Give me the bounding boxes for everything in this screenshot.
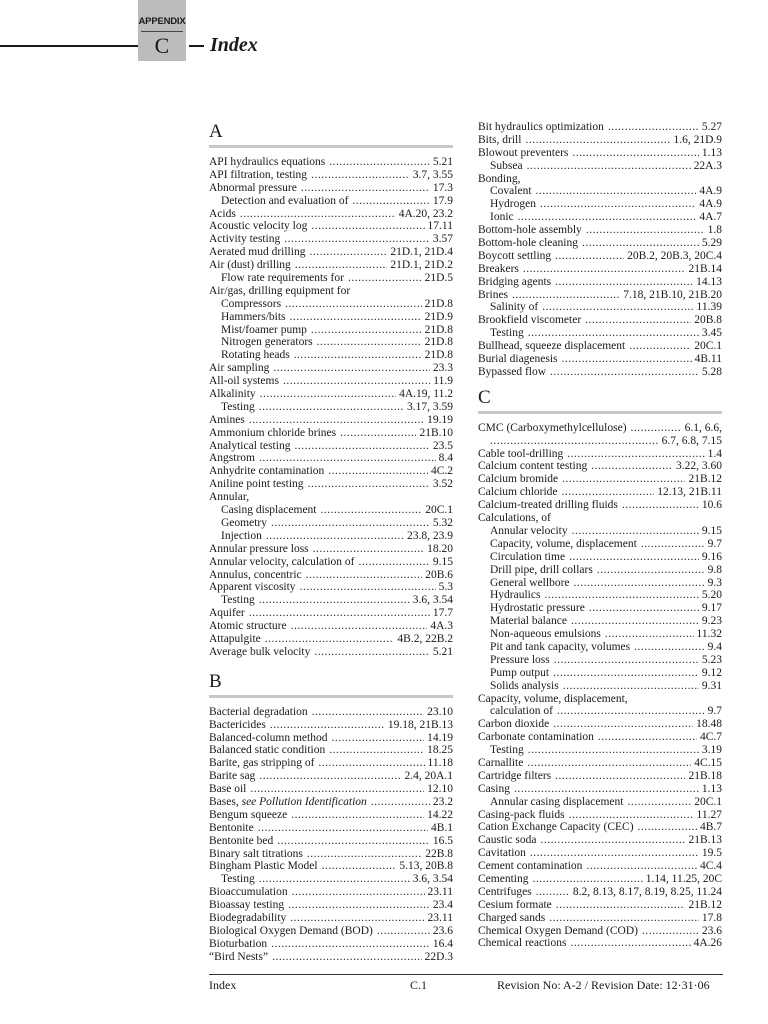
index-entry: Bottom-hole cleaning ..... 5.29: [478, 237, 722, 250]
index-column-right: [478, 121, 722, 950]
index-entry: Casing ..... 1.13: [478, 783, 722, 796]
index-subentry: Rotating heads ..... 21D.8: [209, 349, 453, 362]
index-entry: Bits, drill ..... 1.6, 21D.9: [478, 134, 722, 147]
index-entry: Bioassay testing ..... 23.4: [209, 899, 453, 912]
index-entry: Aerated mud drilling ..... 21D.1, 21D.4: [209, 246, 453, 259]
index-entry: Bottom-hole assembly ..... 1.8: [478, 224, 722, 237]
index-entry: Activity testing ..... 3.57: [209, 233, 453, 246]
index-subentry: General wellbore ..... 9.3: [478, 577, 722, 590]
index-entry: API filtration, testing ..... 3.7, 3.55: [209, 169, 453, 182]
index-entry: Centrifuges ..... 8.2, 8.13, 8.17, 8.19, 8.25, 11.24: [478, 886, 722, 899]
index-subentry: Detection and evaluation of ..... 17.9: [209, 195, 453, 208]
index-entry: Calcium chloride ..... 12.13, 21B.11: [478, 486, 722, 499]
index-subentry: Flow rate requirements for ..... 21D.5: [209, 272, 453, 285]
index-subentry: Solids analysis ..... 9.31: [478, 680, 722, 693]
appendix-letter: C: [154, 33, 170, 58]
index-entry: Cementing ..... 1.14, 11.25, 20C: [478, 873, 722, 886]
index-entry: Charged sands ..... 17.8: [478, 912, 722, 925]
index-entry: Carnallite ..... 4C.15: [478, 757, 722, 770]
index-subentry: Geometry ..... 5.32: [209, 517, 453, 530]
index-entry: Air/gas, drilling equipment for: [209, 284, 351, 297]
index-entry: Alkalinity ..... 4A.19, 11.2: [209, 388, 453, 401]
index-subentry: Hydrostatic pressure ..... 9.17: [478, 602, 722, 615]
index-subentry: Testing ..... 3.6, 3.54: [209, 873, 453, 886]
index-entry: Biological Oxygen Demand (BOD) ..... 23.6: [209, 925, 453, 938]
index-entry: Bengum squeeze ..... 14.22: [209, 809, 453, 822]
footer-section-name: Index: [209, 978, 237, 992]
index-list-a: [209, 156, 453, 659]
index-entry: Barite sag ..... 2.4, 20A.1: [209, 770, 453, 783]
index-entry: Bypassed flow ..... 5.28: [478, 366, 722, 379]
index-subentry: Circulation time ..... 9.16: [478, 551, 722, 564]
index-subentry: Covalent ..... 4A.9: [478, 185, 722, 198]
index-entry: Binary salt titrations ..... 22B.8: [209, 848, 453, 861]
index-entry: Calcium content testing ..... 3.22, 3.60: [478, 460, 722, 473]
index-entry: Bridging agents ..... 14.13: [478, 276, 722, 289]
index-entry: Ammonium chloride brines ..... 21B.10: [209, 427, 453, 440]
index-entry: Cartridge filters ..... 21B.18: [478, 770, 722, 783]
section-rule: [209, 145, 453, 148]
index-entry: Bullhead, squeeze displacement ..... 20C.1: [478, 340, 722, 353]
index-list-c: [478, 422, 722, 951]
index-subentry: Casing displacement ..... 20C.1: [209, 504, 453, 517]
index-entry: Cavitation ..... 19.5: [478, 847, 722, 860]
page-title: Index: [210, 34, 258, 56]
index-subentry: Salinity of ..... 11.39: [478, 301, 722, 314]
index-entry: Casing-pack fluids ..... 11.27: [478, 809, 722, 822]
index-entry: Calcium bromide ..... 21B.12: [478, 473, 722, 486]
index-entry: Aniline point testing ..... 3.52: [209, 478, 453, 491]
footer-rule: [209, 974, 723, 975]
index-column-left: [209, 121, 453, 964]
index-entry: Bentonite bed ..... 16.5: [209, 835, 453, 848]
index-subentry: Hydrogen ..... 4A.9: [478, 198, 722, 211]
index-entry: Average bulk velocity ..... 5.21: [209, 646, 453, 659]
index-subentry: Pressure loss ..... 5.23: [478, 654, 722, 667]
index-subentry: Injection ..... 23.8, 23.9: [209, 530, 453, 543]
index-entry: Bactericides ..... 19.18, 21B.13: [209, 719, 453, 732]
index-subentry: Capacity, volume, displacement ..... 9.7: [478, 538, 722, 551]
index-entry: Atomic structure ..... 4A.3: [209, 620, 453, 633]
section-letter-b: B: [209, 670, 222, 692]
index-entry: Biodegradability ..... 23.11: [209, 912, 453, 925]
index-entry: Chemical reactions ..... 4A.26: [478, 937, 722, 950]
index-entry: Annular pressure loss ..... 18.20: [209, 543, 453, 556]
index-entry: Chemical Oxygen Demand (COD) ..... 23.6: [478, 925, 722, 938]
index-entry: Capacity, volume, displacement,: [478, 692, 628, 705]
index-entry: API hydraulics equations ..... 5.21: [209, 156, 453, 169]
index-entry: Bingham Plastic Model ..... 5.13, 20B.8: [209, 860, 453, 873]
index-entry: All-oil systems ..... 11.9: [209, 375, 453, 388]
index-entry: Bases, see Pollution Identification ..... 23.2: [209, 796, 453, 809]
index-entry: Bacterial degradation ..... 23.10: [209, 706, 453, 719]
appendix-tab: [138, 0, 186, 61]
index-entry: Balanced-column method ..... 14.19: [209, 732, 453, 745]
index-subentry: Annular casing displacement ..... 20C.1: [478, 796, 722, 809]
index-entry: Annular velocity, calculation of ..... 9.15: [209, 556, 453, 569]
index-entry: Brookfield viscometer ..... 20B.8: [478, 314, 722, 327]
section-rule: [478, 411, 722, 414]
index-entry: Cation Exchange Capacity (CEC) ..... 4B.7: [478, 821, 722, 834]
index-subentry: Non-aqueous emulsions ..... 11.32: [478, 628, 722, 641]
index-entry: Cable tool-drilling ..... 1.4: [478, 448, 722, 461]
index-subentry: Pit and tank capacity, volumes ..... 9.4: [478, 641, 722, 654]
index-entry: Acoustic velocity log ..... 17.11: [209, 220, 453, 233]
appendix-label: APPENDIX: [138, 16, 186, 27]
index-subentry: Mist/foamer pump ..... 21D.8: [209, 324, 453, 337]
index-subentry: Ionic ..... 4A.7: [478, 211, 722, 224]
index-entry: Aquifer ..... 17.7: [209, 607, 453, 620]
index-entry: Calcium-treated drilling fluids ..... 10.6: [478, 499, 722, 512]
index-entry: Cement contamination ..... 4C.4: [478, 860, 722, 873]
section-letter-a: A: [209, 121, 223, 142]
index-subentry: Testing ..... 3.45: [478, 327, 722, 340]
index-subentry: Annular velocity ..... 9.15: [478, 525, 722, 538]
index-entry: Cesium formate ..... 21B.12: [478, 899, 722, 912]
index-list-b: [209, 706, 453, 964]
appendix-divider: [141, 31, 183, 32]
index-entry: Bentonite ..... 4B.1: [209, 822, 453, 835]
index-entry: Boycott settling ..... 20B.2, 20B.3, 20C.4: [478, 250, 722, 263]
title-dash: [189, 45, 204, 47]
index-entry: Base oil ..... 12.10: [209, 783, 453, 796]
index-entry: Breakers ..... 21B.14: [478, 263, 722, 276]
index-list-b-continued: [478, 121, 722, 379]
index-entry: Amines ..... 19.19: [209, 414, 453, 427]
index-entry: Apparent viscosity ..... 5.3: [209, 581, 453, 594]
index-entry: Carbonate contamination ..... 4C.7: [478, 731, 722, 744]
index-entry: Bit hydraulics optimization ..... 5.27: [478, 121, 722, 134]
index-entry-continued: ..... 6.7, 6.8, 7.15: [478, 435, 722, 448]
index-subentry: Nitrogen generators ..... 21D.8: [209, 336, 453, 349]
index-entry: Anhydrite contamination ..... 4C.2: [209, 465, 453, 478]
index-entry: Barite, gas stripping of ..... 11.18: [209, 757, 453, 770]
index-entry: Analytical testing ..... 23.5: [209, 440, 453, 453]
index-entry: “Bird Nests” ..... 22D.3: [209, 951, 453, 964]
index-entry: Bioturbation ..... 16.4: [209, 938, 453, 951]
index-subentry: Drill pipe, drill collars ..... 9.8: [478, 564, 722, 577]
index-entry: Angstrom ..... 8.4: [209, 452, 453, 465]
index-subentry: Testing ..... 3.17, 3.59: [209, 401, 453, 414]
index-entry: Brines ..... 7.18, 21B.10, 21B.20: [478, 289, 722, 302]
index-entry: Bonding,: [478, 172, 521, 185]
index-entry: CMC (Carboxymethylcellulose) ..... 6.1, 6.6,: [478, 422, 722, 435]
index-subentry: calculation of ..... 9.7: [478, 705, 722, 718]
header-rule: [0, 45, 138, 47]
index-subentry: Testing ..... 3.6, 3.54: [209, 594, 453, 607]
index-subentry: Hydraulics ..... 5.20: [478, 589, 722, 602]
index-entry: Bioaccumulation ..... 23.11: [209, 886, 453, 899]
index-entry: Balanced static condition ..... 18.25: [209, 744, 453, 757]
section-letter-c: C: [478, 386, 491, 408]
footer-page-number: C.1: [410, 978, 428, 992]
index-subentry: Pump output ..... 9.12: [478, 667, 722, 680]
index-subentry: Subsea ..... 22A.3: [478, 160, 722, 173]
index-entry: Carbon dioxide ..... 18.48: [478, 718, 722, 731]
index-entry: Annular,: [209, 491, 250, 504]
index-entry: Annulus, concentric ..... 20B.6: [209, 569, 453, 582]
index-entry: Acids ..... 4A.20, 23.2: [209, 208, 453, 221]
index-subentry: Compressors ..... 21D.8: [209, 298, 453, 311]
index-entry: Air sampling ..... 23.3: [209, 362, 453, 375]
index-subentry: Testing ..... 3.19: [478, 744, 722, 757]
section-rule: [209, 695, 453, 698]
index-entry: Attapulgite ..... 4B.2, 22B.2: [209, 633, 453, 646]
index-entry: Abnormal pressure ..... 17.3: [209, 182, 453, 195]
footer-revision: Revision No: A-2 / Revision Date: 12·31·06: [497, 978, 710, 992]
index-entry: Blowout preventers ..... 1.13: [478, 147, 722, 160]
index-subentry: Hammers/bits ..... 21D.9: [209, 311, 453, 324]
index-entry: Burial diagenesis ..... 4B.11: [478, 353, 722, 366]
index-entry: Caustic soda ..... 21B.13: [478, 834, 722, 847]
index-entry: Air (dust) drilling ..... 21D.1, 21D.2: [209, 259, 453, 272]
index-entry: Calculations, of: [478, 512, 551, 525]
index-subentry: Material balance ..... 9.23: [478, 615, 722, 628]
